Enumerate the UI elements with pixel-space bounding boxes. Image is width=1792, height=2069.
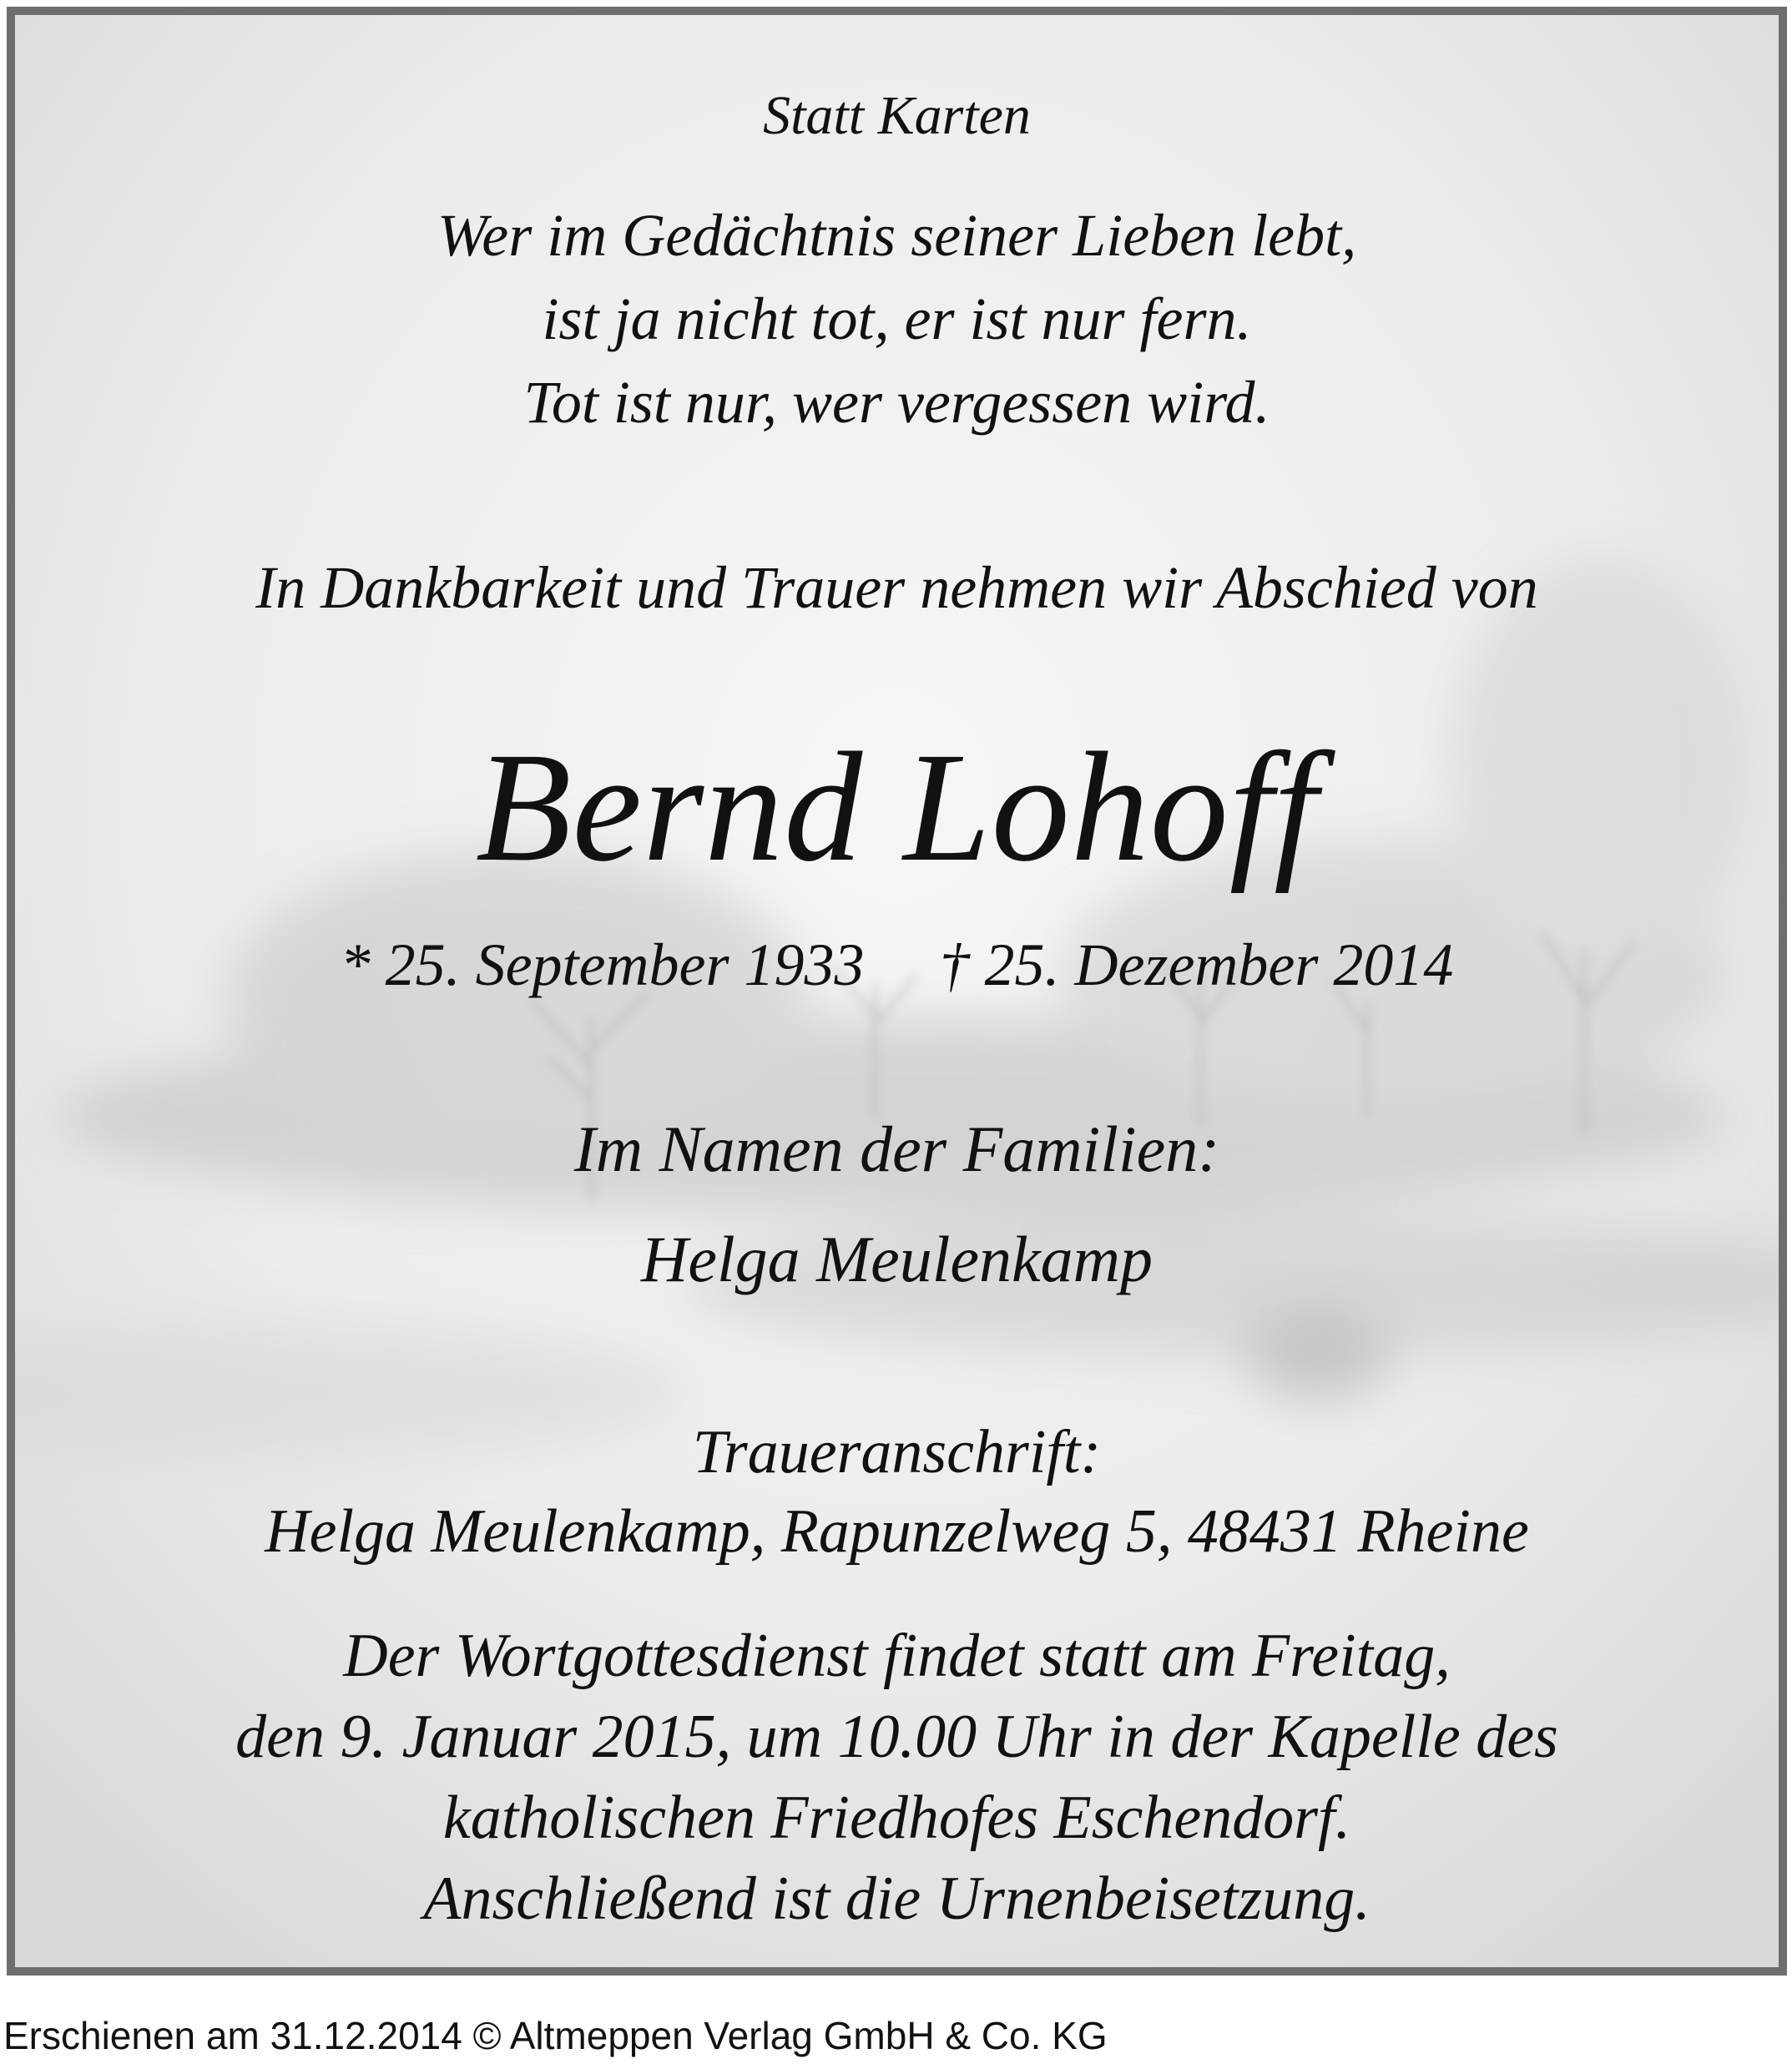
- service-line: Anschließend ist die Urnenbeisetzung.: [423, 1865, 1371, 1933]
- poem-line: Tot ist nur, wer vergessen wird.: [523, 369, 1270, 436]
- birth-date: * 25. September 1933: [340, 931, 865, 998]
- obituary-frame: [7, 7, 1787, 1976]
- poem: [15, 194, 1779, 444]
- farewell-intro: In Dankbarkeit und Trauer nehmen wir Abschied von: [255, 554, 1538, 621]
- service-line: den 9. Januar 2015, um 10.00 Uhr in der Kapelle des: [235, 1703, 1558, 1771]
- service-line: Der Wortgottesdienst findet statt am Freitag,: [343, 1622, 1451, 1690]
- service-line: katholischen Friedhofes Eschendorf.: [442, 1784, 1351, 1852]
- family-heading: Im Namen der Familien:: [573, 1113, 1220, 1185]
- death-date: † 25. Dezember 2014: [939, 931, 1454, 998]
- poem-line: ist ja nicht tot, er ist nur fern.: [542, 285, 1252, 352]
- publication-footer: Erschienen am 31.12.2014 © Altmeppen Verlag GmbH & Co. KG: [3, 2014, 1108, 2057]
- header-statt-karten: Statt Karten: [763, 85, 1031, 146]
- obituary-text: [15, 15, 1779, 1967]
- deceased-name: Bernd Lohoff: [475, 719, 1319, 894]
- life-dates: [15, 931, 1779, 998]
- address-heading: Traueranschrift:: [692, 1418, 1102, 1486]
- service-info: [15, 1616, 1779, 1940]
- mourning-address: Helga Meulenkamp, Rapunzelweg 5, 48431 Rheine: [265, 1497, 1529, 1566]
- poem-line: Wer im Gedächtnis seiner Lieben lebt,: [437, 202, 1357, 269]
- family-name: Helga Meulenkamp: [641, 1223, 1153, 1295]
